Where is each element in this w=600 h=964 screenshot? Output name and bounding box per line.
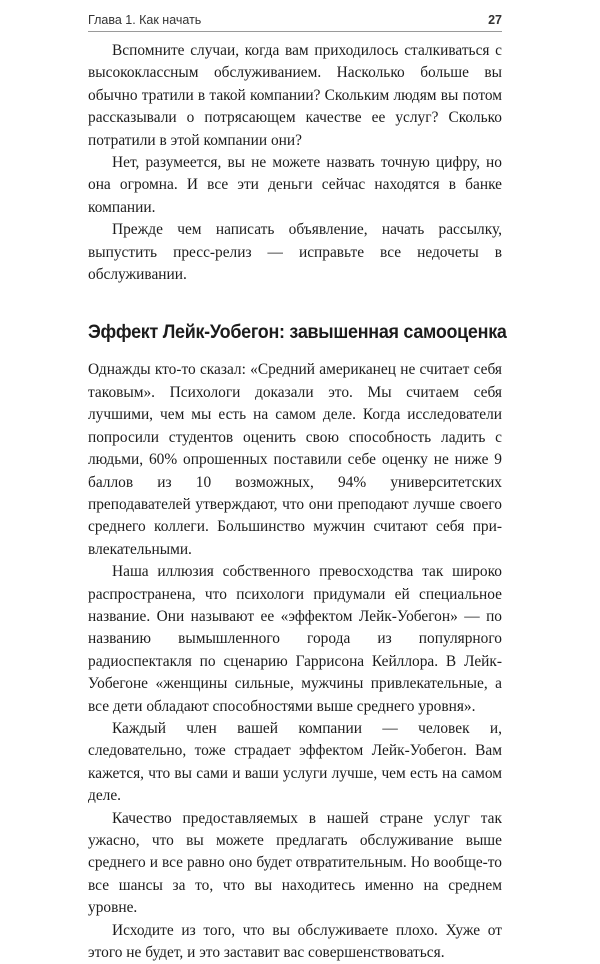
paragraph: Прежде чем написать объявление, начать рассылку, выпустить пресс-релиз — исправьте все недочеты в обслуживании.: [88, 221, 502, 284]
page-header: [88, 8, 502, 32]
header-rule: [88, 31, 502, 32]
page-number: 27: [488, 13, 502, 27]
paragraph: Нет, разумеется, вы не можете назвать точную цифру, но она огромна. И все эти деньги сейчас находятся в банке компании.: [88, 154, 502, 216]
running-head: Глава 1. Как начать: [88, 13, 202, 27]
paragraph: Исходите из того, что вы обслуживаете плохо. Хуже от этого не будет, и это заставит вас совершенствоваться.: [88, 921, 502, 962]
paragraph: Вспомните случаи, когда вам приходилось сталкиваться с высококлассным обслуживанием. Насколько больше вы обычно тратили в такой компании? Скольким людям вы потом рассказывали о потрясающем качестве ее услуг? Сколько потратили в этой компании они?: [88, 42, 502, 149]
page-body: [88, 40, 507, 964]
paragraph: Качество предоставляемых в нашей стране услуг так ужасно, что вы можете предлагать обслуживание выше среднего и все равно оно будет отвратительным. Но вообще-то все шансы за то, что вы находитесь именно на среднем уровне.: [88, 809, 502, 917]
section-heading: Эффект Лейк-Уобегон: завышенная самооценка: [88, 321, 507, 344]
paragraph: Наша иллюзия собственного превосходства так широко распространена, что психологи придумали ей специальное название. Они называют ее «эффектом Лейк-Уобегон» — по названию вымышленного города из популярного радиоспектакля по сценарию Гаррисона Кейллора. В Лейк-Уобегоне «женщины сильные, мужчины привлекательные, а все дети обладают способностями выше среднего уровня».: [88, 563, 502, 715]
paragraph: Однажды кто-то сказал: «Средний американец не считает себя таковым». Психологи доказали это. Мы считаем себя лучшими, чем мы есть на самом деле. Когда исследователи попросили студентов оценить свою способность ладить с людьми, 60% опрошенных поставили себе оценку не ниже 9 баллов из 10 возможных, 94% университетских преподавателей утверждают, что они преподают лучше своего среднего коллеги. Большинство мужчин считают себя привлекательными.: [88, 361, 502, 558]
paragraph: Каждый член вашей компании — человек и, следовательно, тоже страдает эффектом Лейк-Уобегон. Вам кажется, что вы сами и ваши услуги лучше, чем есть на самом деле.: [88, 719, 502, 805]
